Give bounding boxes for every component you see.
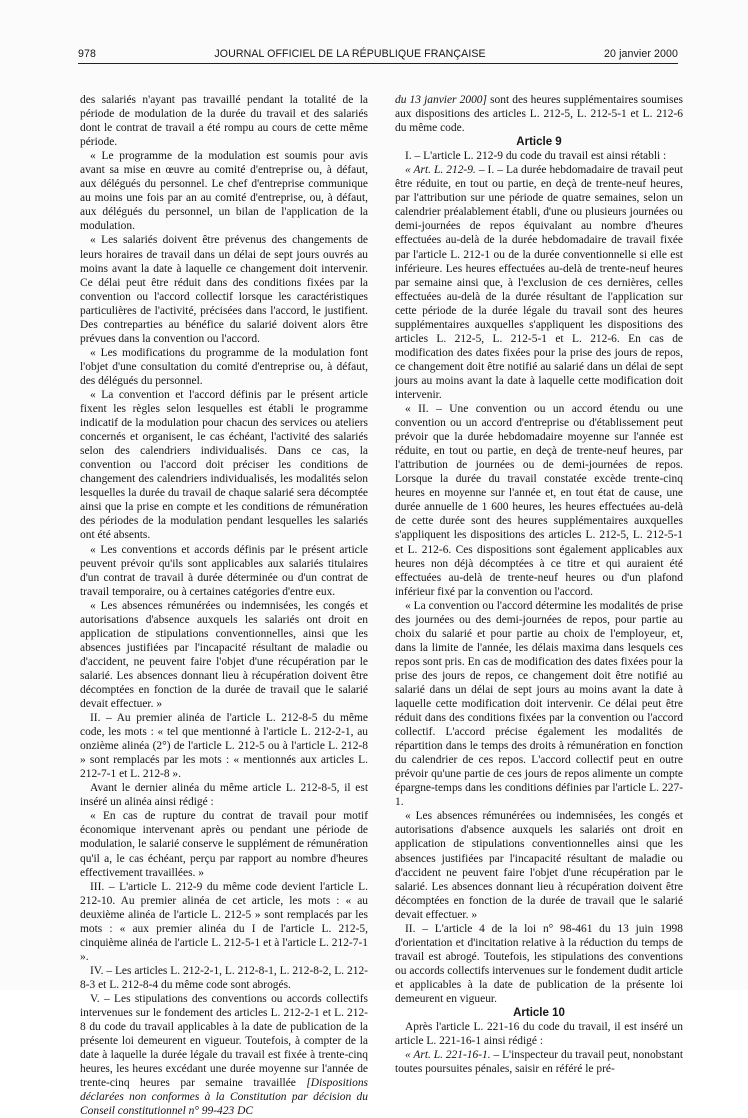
article-10-title: Article 10 xyxy=(513,1007,565,1020)
paragraph: « Les salariés doivent être prévenus des changements de leurs horaires de travail dans un délai de sept jours ouvrés au moins avant la date à laquelle ce changement doit intervenir. Ce délai peut être réduit dans des conditions fixées par la convention ou l'accord collectif lorsque les caractéristiques particulières de l'activité, précisées dans l'accord, le justifient. Des contreparties au bénéfice du salarié doivent alors être prévues dans la convention ou l'accord. xyxy=(80,234,368,345)
article-reference: « Art. L. 212-9. xyxy=(405,164,476,177)
left-column xyxy=(80,93,368,1118)
paragraph: II. – Au premier alinéa de l'article L. 212-8-5 du même code, les mots : « tel que mentionné à l'article L. 212-2-1, au onzième alinéa (2°) de l'article L. 212-5 ou à l'article L. 212-8 » sont remplacés par les mots : « mentionnés aux articles L. 212-7-1 et L. 212-8 ». xyxy=(80,712,368,781)
paragraph-text: – I. – La durée hebdomadaire de travail peut être réduite, en tout ou partie, en deçà de trente-neuf heures, par l'attribution sur une période de quatre semaines, selon un calendrier préalablement établi, d'une ou plusieurs journées ou demi-journées de repos équivalant au nombre d'heures effectuées au-delà de la durée hebdomadaire de travail fixée par l'article L. 212-1 ou de la durée conventionnelle si elle est inférieure. Les heures effectuées au-delà de trente-neuf heures par semaine ainsi que, à l'exclusion de ces dernières, celles effectuées au-delà de la durée résultant de l'application sur cette période de la durée légale du travail sont des heures supplémentaires auxquelles s'appliquent les dispositions des articles L. 212-5, L. 212-5-1 et L. 212-6. En cas de modification des dates fixées pour la prise des jours de repos, ce changement doit être notifié au salarié dans un délai de sept jours au moins avant la date à laquelle cette modification doit intervenir. xyxy=(395,164,683,401)
paragraph-text: – L'inspecteur du travail peut, nonobstant toutes poursuites pénales, saisir en référé le pré- xyxy=(395,1049,683,1076)
journal-title: JOURNAL OFFICIEL DE LA RÉPUBLIQUE FRANÇAISE xyxy=(214,48,486,60)
paragraph: « Le programme de la modulation est soumis pour avis avant sa mise en œuvre au comité d'entreprise ou, à défaut, aux délégués du personnel. Le chef d'entreprise communique au moins une fois par an au comité d'entreprise, ou, à défaut, aux délégués du personnel, un bilan de l'application de la modulation. xyxy=(80,150,368,233)
continuation-text: sont des heures supplémentaires soumises aux dispositions des articles L. 212-5, L. 212-5-1 et L. 212-6 du même code. xyxy=(395,94,683,135)
paragraph xyxy=(395,1048,683,1076)
continuation-italic: du 13 janvier 2000] xyxy=(395,94,487,106)
paragraph xyxy=(395,163,683,402)
paragraph: « La convention ou l'accord détermine les modalités de prise des journées ou des demi-journées de repos, pour partie au choix du salarié et pour partie au choix de l'employeur, et, dans la limite de l'année, les délais maxima dans lesquels ces repos sont pris. En cas de modification des dates fixées pour la prise des jours de repos, ce changement doit être notifié au salarié dans un délai de sept jours au moins avant la date à laquelle cette modification doit intervenir. Ce délai peut être réduit dans des conditions fixées par la convention ou l'accord collectif. L'accord précise également les modalités de répartition dans le temps des droits à rémunération en fonction du calendrier de ces repos. L'accord collectif peut en outre prévoir qu'une partie de ces jours de repos alimente un compte épargne-temps dans les conditions définies par l'article L. 227-1. xyxy=(395,599,683,809)
paragraph-continuation xyxy=(395,93,683,135)
paragraph: « Les conventions et accords définis par le présent article peuvent prévoir qu'ils sont applicables aux salariés titulaires d'un contrat de travail à durée déterminée ou d'un contrat de travail temporaire, ou à certaines catégories d'entre eux. xyxy=(80,543,368,598)
page-number: 978 xyxy=(78,48,96,60)
paragraph-text: V. – Les stipulations des conventions ou accords collectifs intervenues sur le fondement des articles L. 212-2-1 et L. 212-8 du code du travail applicables à la date de publication de la présente loi demeurent en vigueur. Toutefois, à compter de la date à laquelle la durée légale du travail est fixée à trente-cinq heures, les heures excédant une durée moyenne sur l'année de trente-cinq heures par semaine travaillée xyxy=(80,993,368,1090)
paragraph xyxy=(80,992,368,1118)
paragraph: IV. – Les articles L. 212-2-1, L. 212-8-1, L. 212-8-2, L. 212-8-3 et L. 212-8-4 du même code sont abrogés. xyxy=(80,964,368,991)
paragraph: Après l'article L. 221-16 du code du travail, il est inséré un article L. 221-16-1 ainsi rédigé : xyxy=(395,1021,683,1048)
paragraph: I. – L'article L. 212-9 du code du travail est ainsi rétabli : xyxy=(405,150,667,163)
paragraph: « Les modifications du programme de la modulation font l'objet d'une consultation du comité d'entreprise ou, à défaut, des délégués du personnel. xyxy=(80,346,368,387)
header-rule xyxy=(78,63,678,64)
paragraph: II. – L'article 4 de la loi n° 98-461 du 13 juin 1998 d'orientation et d'incitation relative à la réduction du temps de travail est abrogé. Toutefois, les stipulations des conventions ou accords collectifs intervenues sur le fondement dudit article et applicables à la date de publication de la présente loi demeurent en vigueur. xyxy=(395,922,683,1005)
paragraph: « En cas de rupture du contrat de travail pour motif économique intervenant après ou pendant une période de modulation, le salarié conserve le supplément de rémunération qu'il a, le cas échéant, perçu par rapport au nombre d'heures effectivement travaillées. » xyxy=(80,810,368,879)
paragraph-italic-tail: [Dispositions déclarées non conformes à la Constitution par décision du Conseil constitutionnel n° 99-423 DC xyxy=(80,1077,368,1118)
paragraph: « Les absences rémunérées ou indemnisées, les congés et autorisations d'absence auxquels les salariés ont droit en application de stipulations conventionnelles, ainsi que les absences justifiées par l'incapacité résultant de maladie ou d'accident, ne peuvent faire l'objet d'une récupération par le salarié. Les absences donnant lieu à récupération doivent être décomptées en fonction de la durée de travail que le salarié devait effectuer. » xyxy=(80,599,368,711)
page-header xyxy=(78,44,678,60)
paragraph: des salariés n'ayant pas travaillé pendant la totalité de la période de modulation de la durée du travail et des salariés dont le contrat de travail a été rompu au cours de cette même période. xyxy=(80,94,368,149)
article-9-title: Article 9 xyxy=(516,136,562,149)
paragraph: « II. – Une convention ou un accord étendu ou une convention ou un accord d'entreprise ou d'établissement peut prévoir que la durée hebdomadaire moyenne sur l'année est réduite, en tout ou partie, en deçà de trente-neuf heures, par l'attribution de journées ou de demi-journées de repos. Lorsque la durée du travail constatée excède trente-cinq heures en moyenne sur l'année et, en tout état de cause, une durée annuelle de 1 600 heures, les heures effectuées au-delà de cette durée sont des heures supplémentaires auxquelles s'appliquent les dispositions des articles L. 212-5, L. 212-5-1 et L. 212-6. Ces dispositions sont également applicables aux heures non déjà décomptées à ce titre et qui auraient été effectuées au-delà de trente-neuf heures ou d'un plafond inférieur fixé par la convention ou l'accord. xyxy=(395,403,683,598)
paragraph: « La convention et l'accord définis par le présent article fixent les règles selon lesquelles est établi le programme indicatif de la modulation pour chacun des services ou ateliers concernés et organisent, le cas échéant, l'activité des salariés selon des calendriers individualisés. Dans ce cas, la convention ou l'accord doit préciser les conditions de changement des calendriers individualisés, les modalités selon lesquelles la durée du travail de chaque salarié sera décomptée ainsi que la prise en compte et les conditions de rémunération des périodes de la modulation pendant lesquelles les salariés ont été absents. xyxy=(80,388,368,542)
right-column xyxy=(395,93,683,1076)
paragraph: « Les absences rémunérées ou indemnisées, les congés et autorisations d'absence auxquels les salariés ont droit en application de stipulations conventionnelles ainsi que les absences justifiées par l'incapacité résultant de maladie ou d'accident ne peuvent faire l'objet d'une récupération par le salarié. Les absences donnant lieu à récupération doivent être décomptées en fonction de la durée de travail que le salarié devait effectuer. » xyxy=(395,810,683,921)
article-reference: « Art. L. 221-16-1. xyxy=(405,1049,491,1062)
paragraph: III. – L'article L. 212-9 du même code devient l'article L. 212-10. Au premier alinéa de cet article, les mots : « au deuxième alinéa de l'article L. 212-5 » sont remplacés par les mots : « aux premier alinéa du I de l'article L. 212-5, cinquième alinéa de l'article L. 212-5-1 et à l'article L. 212-7-1 ». xyxy=(80,880,368,963)
paragraph: Avant le dernier alinéa du même article L. 212-8-5, il est inséré un alinéa ainsi rédigé : xyxy=(80,782,368,809)
publication-date: 20 janvier 2000 xyxy=(604,48,678,60)
